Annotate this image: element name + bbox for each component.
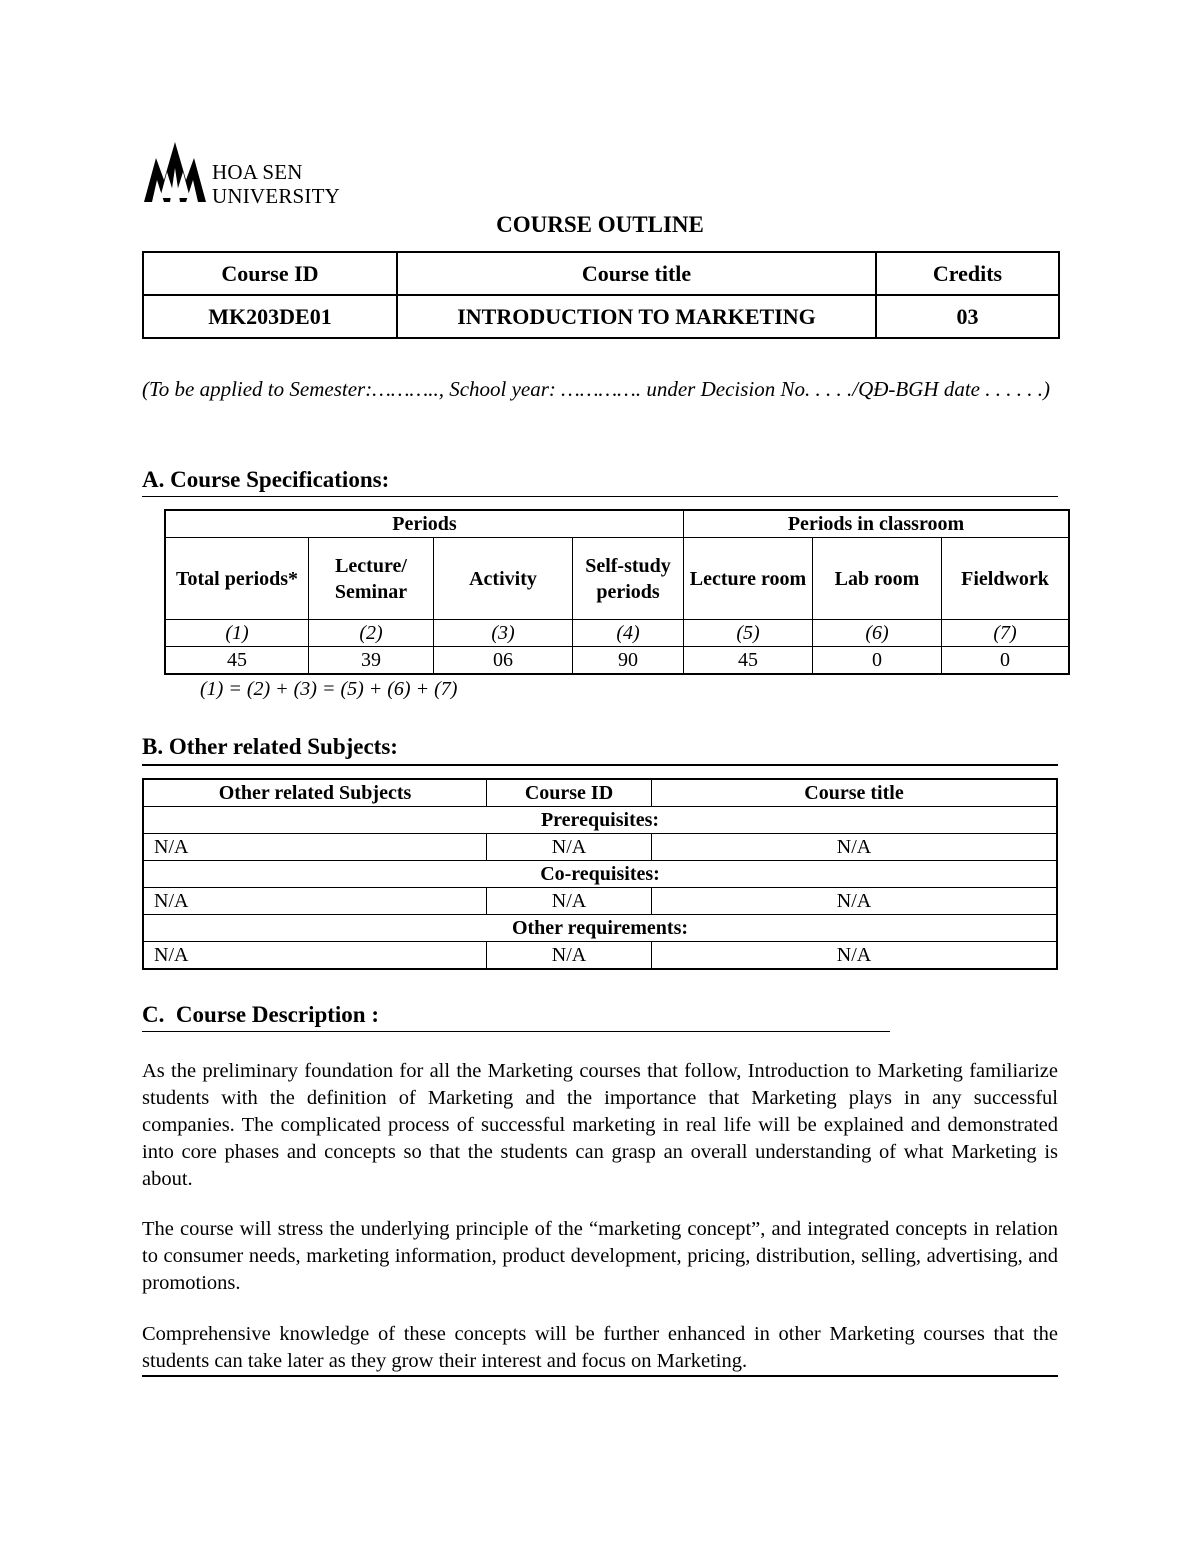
group-header-row [165,510,1069,538]
values-row [165,647,1069,675]
cell-course-id: N/A [487,888,652,915]
col-total-periods: Total periods* [165,538,309,620]
group-periods-in-classroom: Periods in classroom [684,510,1070,538]
col-lecture-seminar: Lecture/ Seminar [309,538,434,620]
cell-course-title: N/A [652,942,1058,970]
cell-subject: N/A [143,834,487,861]
university-name [212,160,340,208]
col-activity: Activity [434,538,573,620]
value-fieldwork: 0 [942,647,1070,675]
col-number: (3) [434,620,573,647]
group-row-other-requirements [143,915,1057,942]
table-row [143,295,1059,338]
value-credits: 03 [876,295,1059,338]
description-paragraph-1: As the preliminary foundation for all the Marketing courses that follow, Introduction to Marketing familiarize students with the definition of Marketing and the importance that Marketing plays in any successful companies. The complicated process of successful marketing in real life will be explained and demonstrated into core phases and concepts so that the students can grasp an overall understanding of what Marketing is about. [142,1060,1058,1190]
cell-subject: N/A [143,888,487,915]
section-c-rule [142,1031,890,1032]
section-c-heading: C. Course Description : [142,1002,379,1027]
group-periods: Periods [165,510,684,538]
section-b-rule [142,764,1058,766]
col-number: (1) [165,620,309,647]
table-row [143,834,1057,861]
col-number: (7) [942,620,1070,647]
section-c-end-rule [142,1375,1058,1377]
col-number: (6) [813,620,942,647]
column-number-row [165,620,1069,647]
group-row-prerequisites [143,807,1057,834]
group-label: Prerequisites: [143,807,1057,834]
col-number: (4) [573,620,684,647]
column-header-row [165,538,1069,620]
col-number: (5) [684,620,813,647]
value-course-id: MK203DE01 [143,295,397,338]
header-credits: Credits [876,252,1059,295]
cell-course-id: N/A [487,942,652,970]
logo-line-1: HOA SEN [212,160,303,184]
value-lecture-seminar: 39 [309,647,434,675]
header-related-subjects: Other related Subjects [143,779,487,807]
section-a-heading: A. Course Specifications: [142,467,390,492]
periods-formula: (1) = (2) + (3) = (5) + (6) + (7) [200,678,458,700]
group-row-corequisites [143,861,1057,888]
description-paragraph-2: The course will stress the underlying principle of the “marketing concept”, and integrated concepts in relation to consumer needs, marketing information, product development, pricing, distribution, selling, advertising, and promotions. [142,1218,1058,1294]
course-info-table [142,251,1060,339]
header-course-id: Course ID [143,252,397,295]
value-lecture-room: 45 [684,647,813,675]
related-subjects-table [142,778,1058,970]
header-course-title: Course title [652,779,1058,807]
group-label: Other requirements: [143,915,1057,942]
page-title: COURSE OUTLINE [496,212,704,237]
cell-course-title: N/A [652,834,1058,861]
table-header-row [143,779,1057,807]
value-lab-room: 0 [813,647,942,675]
cell-course-title: N/A [652,888,1058,915]
value-activity: 06 [434,647,573,675]
value-course-title: INTRODUCTION TO MARKETING [397,295,876,338]
header-course-title: Course title [397,252,876,295]
header-course-id: Course ID [487,779,652,807]
section-b-heading: B. Other related Subjects: [142,734,398,759]
col-lab-room: Lab room [813,538,942,620]
course-specifications-table [164,509,1070,675]
university-logo [142,140,372,210]
description-paragraph-3: Comprehensive knowledge of these concepts will be further enhanced in other Marketing courses that the students can take later as they grow their interest and focus on Marketing. [142,1323,1058,1372]
value-self-study: 90 [573,647,684,675]
col-number: (2) [309,620,434,647]
applied-note: (To be applied to Semester:……….., School year: …………. under Decision No. . . . ./QĐ-BGH date . . . . . .) [142,377,1050,401]
table-header-row [143,252,1059,295]
logo-line-2: UNIVERSITY [212,184,340,208]
value-total-periods: 45 [165,647,309,675]
lotus-logo-icon [142,140,208,208]
cell-course-id: N/A [487,834,652,861]
col-self-study: Self-study periods [573,538,684,620]
cell-subject: N/A [143,942,487,970]
group-label: Co-requisites: [143,861,1057,888]
table-row [143,888,1057,915]
col-lecture-room: Lecture room [684,538,813,620]
col-fieldwork: Fieldwork [942,538,1070,620]
table-row [143,942,1057,970]
section-a-rule [142,496,1058,497]
